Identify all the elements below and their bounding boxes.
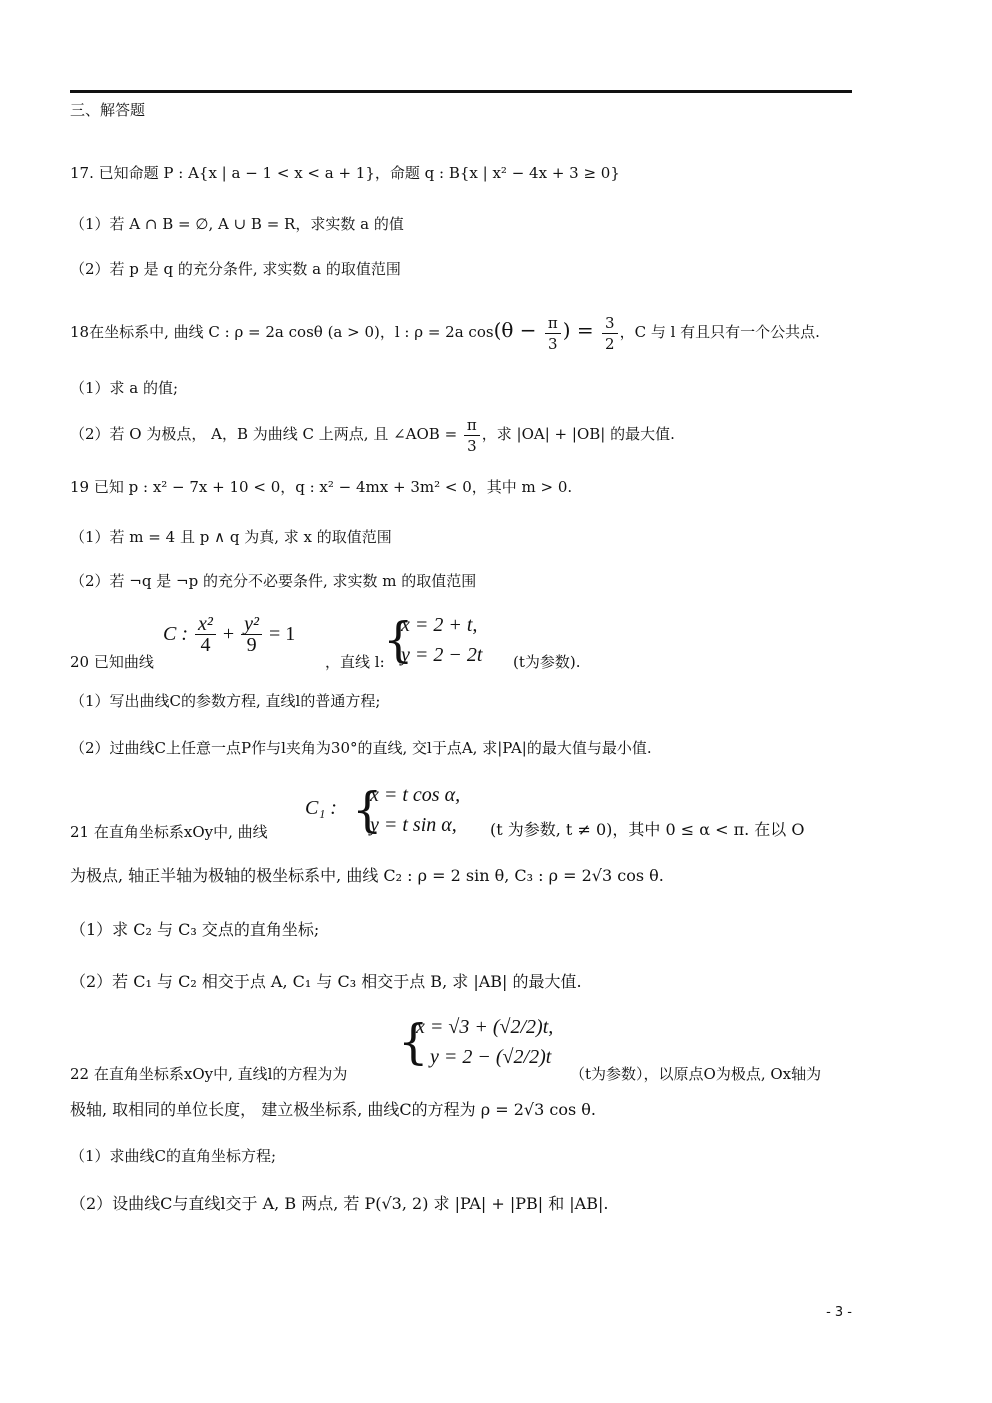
q18-frac2-den: 2 xyxy=(605,334,615,353)
q17-part2: （2）若 p 是 q 的充分条件, 求实数 a 的取值范围 xyxy=(70,260,401,278)
q22-tail: （t为参数），以原点O为极点, Ox轴为 xyxy=(570,1065,822,1083)
q20-curve xyxy=(163,614,295,655)
q21-line2: 为极点, 轴正半轴为极轴的极坐标系中, 曲线 C₂ : ρ = 2 sin θ, C₃ : ρ = 2√3 cos θ. xyxy=(70,866,664,885)
q20-eq1: = 1 xyxy=(264,623,296,645)
q18-post: ) = xyxy=(562,318,601,342)
q20-system xyxy=(383,610,482,670)
q22-brace: { xyxy=(398,1014,429,1070)
q18-p2-post: ，求 |OA| + |OB| 的最大值. xyxy=(481,425,675,443)
q22-line2: 极轴, 取相同的单位长度， 建立极坐标系, 曲线C的方程为 ρ = 2√3 cos θ. xyxy=(70,1100,596,1119)
q22-pre: 22 在直角坐标系xOy中, 直线l的方程为为 xyxy=(70,1065,348,1083)
q20-row2: y = 2 − 2t xyxy=(401,644,483,666)
q19-part1: （1）若 m = 4 且 p ∧ q 为真, 求 x 的取值范围 xyxy=(70,528,392,546)
q20-frac-y-num: y² xyxy=(241,614,262,635)
q18-part2 xyxy=(70,412,860,456)
q21-pre: 21 在直角坐标系xOy中, 曲线 xyxy=(70,823,268,841)
q20-frac-y-den: 9 xyxy=(246,634,257,656)
q18-tail: ，C 与 l 有且只有一个公共点. xyxy=(619,323,820,341)
q21-part2: （2）若 C₁ 与 C₂ 相交于点 A, C₁ 与 C₃ 相交于点 B, 求 |AB| 的最大值. xyxy=(70,972,582,991)
q20-pre: 20 已知曲线 xyxy=(70,653,154,671)
q20-curve-c: C : xyxy=(163,623,193,645)
q18-part1: （1）求 a 的值; xyxy=(70,379,179,397)
q21-part1: （1）求 C₂ 与 C₃ 交点的直角坐标; xyxy=(70,920,320,939)
q18-frac-32 xyxy=(602,313,618,354)
header-rule xyxy=(70,90,852,93)
q20-mid: ，直线 l: xyxy=(325,653,385,671)
q18-pre: 18在坐标系中, 曲线 C : ρ = 2a cosθ (a > 0)，l : ρ = 2a cos xyxy=(70,323,494,341)
q17-text: 17. 已知命题 P : A{x | a − 1 < x < a + 1}，命题 q : B{x | x² − 4x + 3 ≥ 0} xyxy=(70,164,620,182)
section-heading: 三、解答题 xyxy=(70,101,146,119)
q20-part2: （2）过曲线C上任意一点P作与l夹角为30°的直线, 交l于点A, 求|PA|的最大值与最小值. xyxy=(70,739,652,757)
q20-frac-x-den: 4 xyxy=(200,634,211,656)
q21-system xyxy=(352,780,460,840)
q21-text xyxy=(70,780,860,844)
q20-tail: (t为参数). xyxy=(513,653,581,671)
q18-p2-pre: （2）若 O 为极点， A，B 为曲线 C 上两点, 且 ∠AOB = xyxy=(70,425,462,443)
q22-system xyxy=(398,1012,553,1072)
q20-frac-x-num: x² xyxy=(195,614,216,635)
q22-part2: （2）设曲线C与直线l交于 A, B 两点, 若 P(√3, 2) 求 |PA| + |PB| 和 |AB|. xyxy=(70,1194,609,1213)
q20-frac-x xyxy=(195,614,216,655)
q21-tail: (t 为参数, t ≠ 0)，其中 0 ≤ α < π. 在以 O xyxy=(490,820,805,839)
q17-part1: （1）若 A ∩ B = ∅, A ∪ B = R，求实数 a 的值 xyxy=(70,215,404,233)
q19-part2: （2）若 ¬q 是 ¬p 的充分不必要条件, 求实数 m 的取值范围 xyxy=(70,572,477,590)
q21-row2: y = t sin α, xyxy=(370,814,457,836)
q18-p2-frac-num: π xyxy=(464,415,480,436)
q20-text xyxy=(70,608,860,678)
q18-frac-pi3 xyxy=(545,313,561,354)
q18-frac-den: 3 xyxy=(548,334,558,353)
q20-brace: { xyxy=(383,612,414,668)
q22-row1: x = √3 + (√2/2)t, xyxy=(416,1016,554,1038)
q22-row2: y = 2 − (√2/2)t xyxy=(430,1046,552,1068)
q21-c1: C₁ : xyxy=(305,797,337,819)
q18-p2-frac-den: 3 xyxy=(467,436,477,455)
q18-p2-frac xyxy=(464,415,480,456)
q20-part1: （1）写出曲线C的参数方程, 直线l的普通方程; xyxy=(70,692,381,710)
q18-frac2-num: 3 xyxy=(602,313,618,334)
q18-text xyxy=(70,306,860,356)
q22-text xyxy=(70,1008,860,1084)
page-number: - 3 - xyxy=(826,1305,852,1320)
q21-brace: { xyxy=(352,782,383,838)
q20-frac-y xyxy=(241,614,262,655)
q20-plus: + xyxy=(217,623,240,645)
q18-mid: (θ − xyxy=(493,318,543,342)
q21-row1: x = t cos α, xyxy=(370,784,461,806)
q18-frac-num: π xyxy=(545,313,561,334)
q20-row1: x = 2 + t, xyxy=(401,614,478,636)
q19-text: 19 已知 p : x² − 7x + 10 < 0，q : x² − 4mx + 3m² < 0，其中 m > 0. xyxy=(70,478,573,496)
q22-part1: （1）求曲线C的直角坐标方程; xyxy=(70,1147,277,1165)
